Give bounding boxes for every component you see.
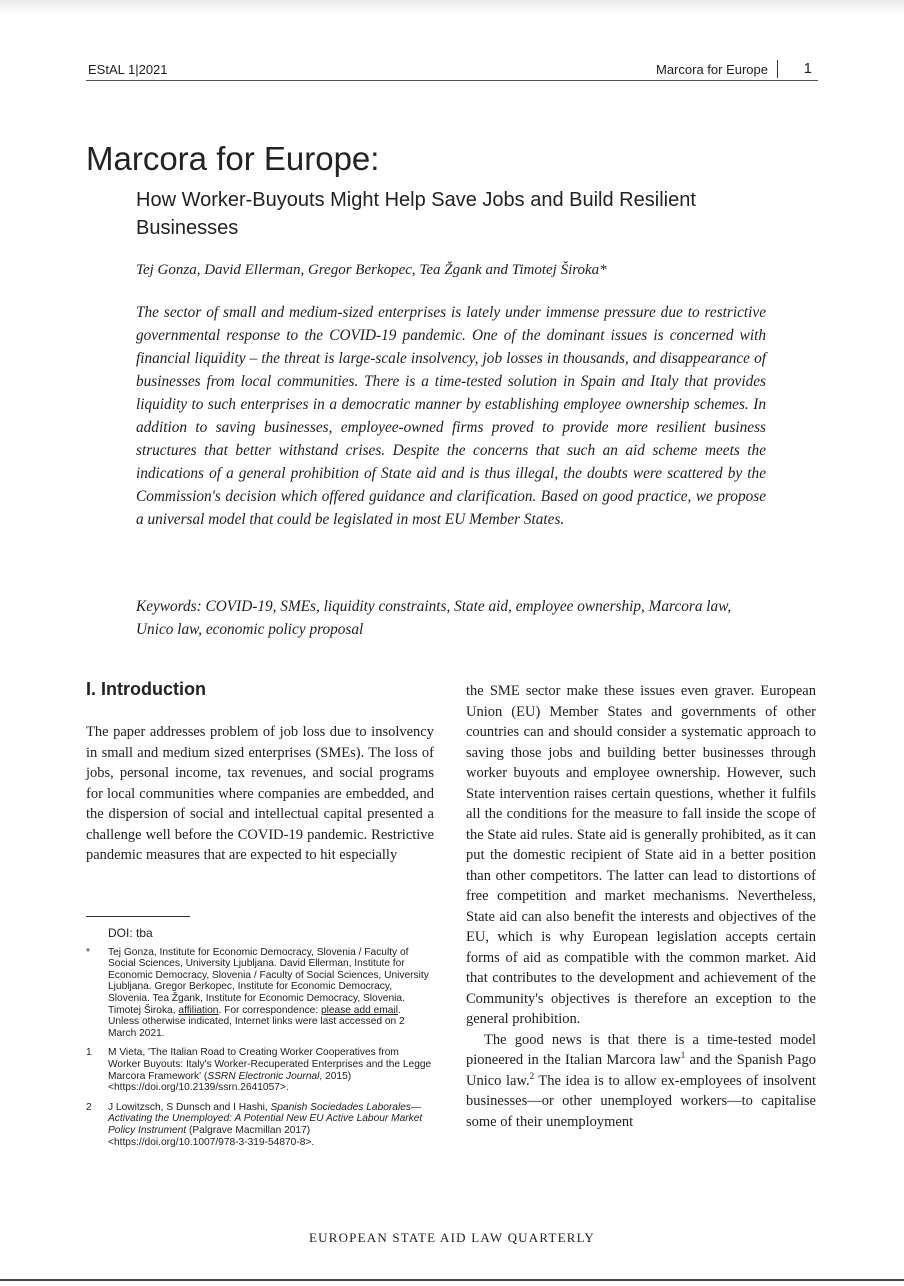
footnote-text: M Vieta, 'The Italian Road to Creating Worker Cooperatives from Worker Buyouts: Italy's Worker-Recuperated Enterprises and the Legge Marcora Framework' ( [108, 1047, 432, 1082]
footnote-ref-1[interactable]: 1 [680, 1050, 686, 1061]
footnotes [86, 928, 434, 1156]
footnote-ref-2[interactable]: 2 [529, 1070, 535, 1081]
running-title: Marcora for Europe [656, 62, 768, 77]
affiliation-link[interactable]: affiliation [178, 1004, 219, 1016]
page-top-shade [0, 0, 904, 14]
keywords: Keywords: COVID-19, SMEs, liquidity constraints, State aid, employee ownership, Marcora law, Unico law, economic policy proposal [136, 598, 732, 638]
intro-paragraph-left: The paper addresses problem of job loss due to insolvency in small and medium sized enterprises (SMEs). The loss of jobs, personal income, tax revenues, and social programs for local communities where companies are embedded, and the dispersion of social and intellectual capital presented a challenge well before the COVID-19 pandemic. Restrictive pandemic measures that are expected to hit especially [86, 724, 434, 863]
abstract: The sector of small and medium-sized enterprises is lately under immense pressure due to restrictive governmental response to the COVID-19 pandemic. One of the dominant issues is concerned with financial liquidity – the threat is large-scale insolvency, job losses in thousands, and disappearance of businesses from local communities. There is a time-tested solution in Spain and Italy that provides liquidity to such enterprises in a democratic manner by establishing employee ownership schemes. In addition to saving businesses, employee-owned firms proved to provide more resilient business structures that better withstand crises. Despite the concerns that such an aid scheme meets the indications of a general prohibition of State aid and is thus illegal, the doubts were scattered by the Commission's decision which offered guidance and clarification. Based on good practice, we propose a universal model that could be legislated in most EU Member States. [136, 304, 766, 528]
footnote-mark: 2 [86, 1101, 92, 1113]
author-list: Tej Gonza, David Ellerman, Gregor Berkopec, Tea Žgank and Timotej Široka* [136, 262, 607, 278]
intro-paragraph-right: the SME sector make these issues even graver. European Union (EU) Member States and governments of other countries can and should consider a systematic approach to saving those jobs and building better businesses through worker buyouts and employee ownership. However, such State intervention raises certain questions, whether it fulfils all the conditions for the measure to fall inside the scope of the State aid rules. State aid is generally prohibited, as it can put the domestic recipient of State aid in a better position than other competitors. The latter can lead to distortions of free competition and market mechanisms. Nevertheless, State aid can also benefit the interests and objectives of the EU, which is why European legislation accepts certain forms of aid as compatible with the common market. Aid that contributes to the development and achievement of the Community's objectives is therefore an exception to the general prohibition. [466, 683, 816, 1027]
article-title: Marcora for Europe: [86, 140, 380, 177]
footnote-text: . For correspondence: [218, 1004, 319, 1016]
footnote-text: . Unless otherwise indicated, Internet links were last accessed on 2 March 2021. [108, 1004, 405, 1039]
article-subtitle: How Worker-Buyouts Might Help Save Jobs and Build Resilient Businesses [136, 189, 696, 239]
email-link[interactable]: please add email [320, 1004, 398, 1016]
journal-issue: EStAL 1|2021 [88, 62, 168, 77]
footnote-text: (Palgrave Macmillan 2017) <https://doi.org/10.1007/978-3-319-54870-8>. [108, 1124, 315, 1148]
doi-note: DOI: tba [108, 926, 153, 940]
journal-footer: EUROPEAN STATE AID LAW QUARTERLY [308, 1230, 596, 1245]
footnote-mark: * [86, 946, 90, 958]
footnote-text: , 2015) <https://doi.org/10.2139/ssrn.2641057>. [108, 1070, 352, 1094]
page-number: 1 [803, 60, 812, 77]
section-heading: I. Introduction [86, 679, 206, 699]
footnote-2 [86, 1102, 434, 1148]
paragraph-text: The good news is that there is a time-tested model pioneered in the Italian Marcora law [466, 1031, 816, 1068]
footnote-text: Tej Gonza, Institute for Economic Democracy, Slovenia / Faculty of Social Sciences, University Ljubljana. David Ellerman, Institute for Economic Democracy, Slovenia / Faculty of Social Sciences, University Ljubljana. Gregor Berkopec, Institute for Economic Democracy, Slovenia. Tea Žgank, Institute for Economic Democracy, Slovenia. Timotej Široka, [108, 946, 429, 1016]
page-bottom-edge [0, 1279, 904, 1281]
intro-paragraph-right-2 [466, 1030, 816, 1133]
footnote-1 [86, 1047, 434, 1093]
paragraph-text: and the Spanish Pago Unico law. [466, 1052, 816, 1089]
footnote-divider [86, 916, 190, 917]
footnote-text: J Lowitzsch, S Dunsch and I Hashi, [108, 1101, 271, 1113]
right-column [466, 681, 816, 1132]
footnote-journal: SSRN Electronic Journal [207, 1070, 320, 1082]
footnote-author-affiliations [86, 947, 434, 1040]
paragraph-text: The idea is to allow ex-employees of insolvent businesses—or other unemployed workers—to capitalise some of their unemployment [466, 1072, 816, 1130]
header-separator [777, 60, 778, 78]
footnote-book-title: Spanish Sociedades Laborales—Activating the Unemployed: A Potential New EU Active Labour Market Policy Instrument [108, 1101, 423, 1136]
running-header [86, 60, 818, 81]
footnote-mark: 1 [86, 1047, 92, 1059]
